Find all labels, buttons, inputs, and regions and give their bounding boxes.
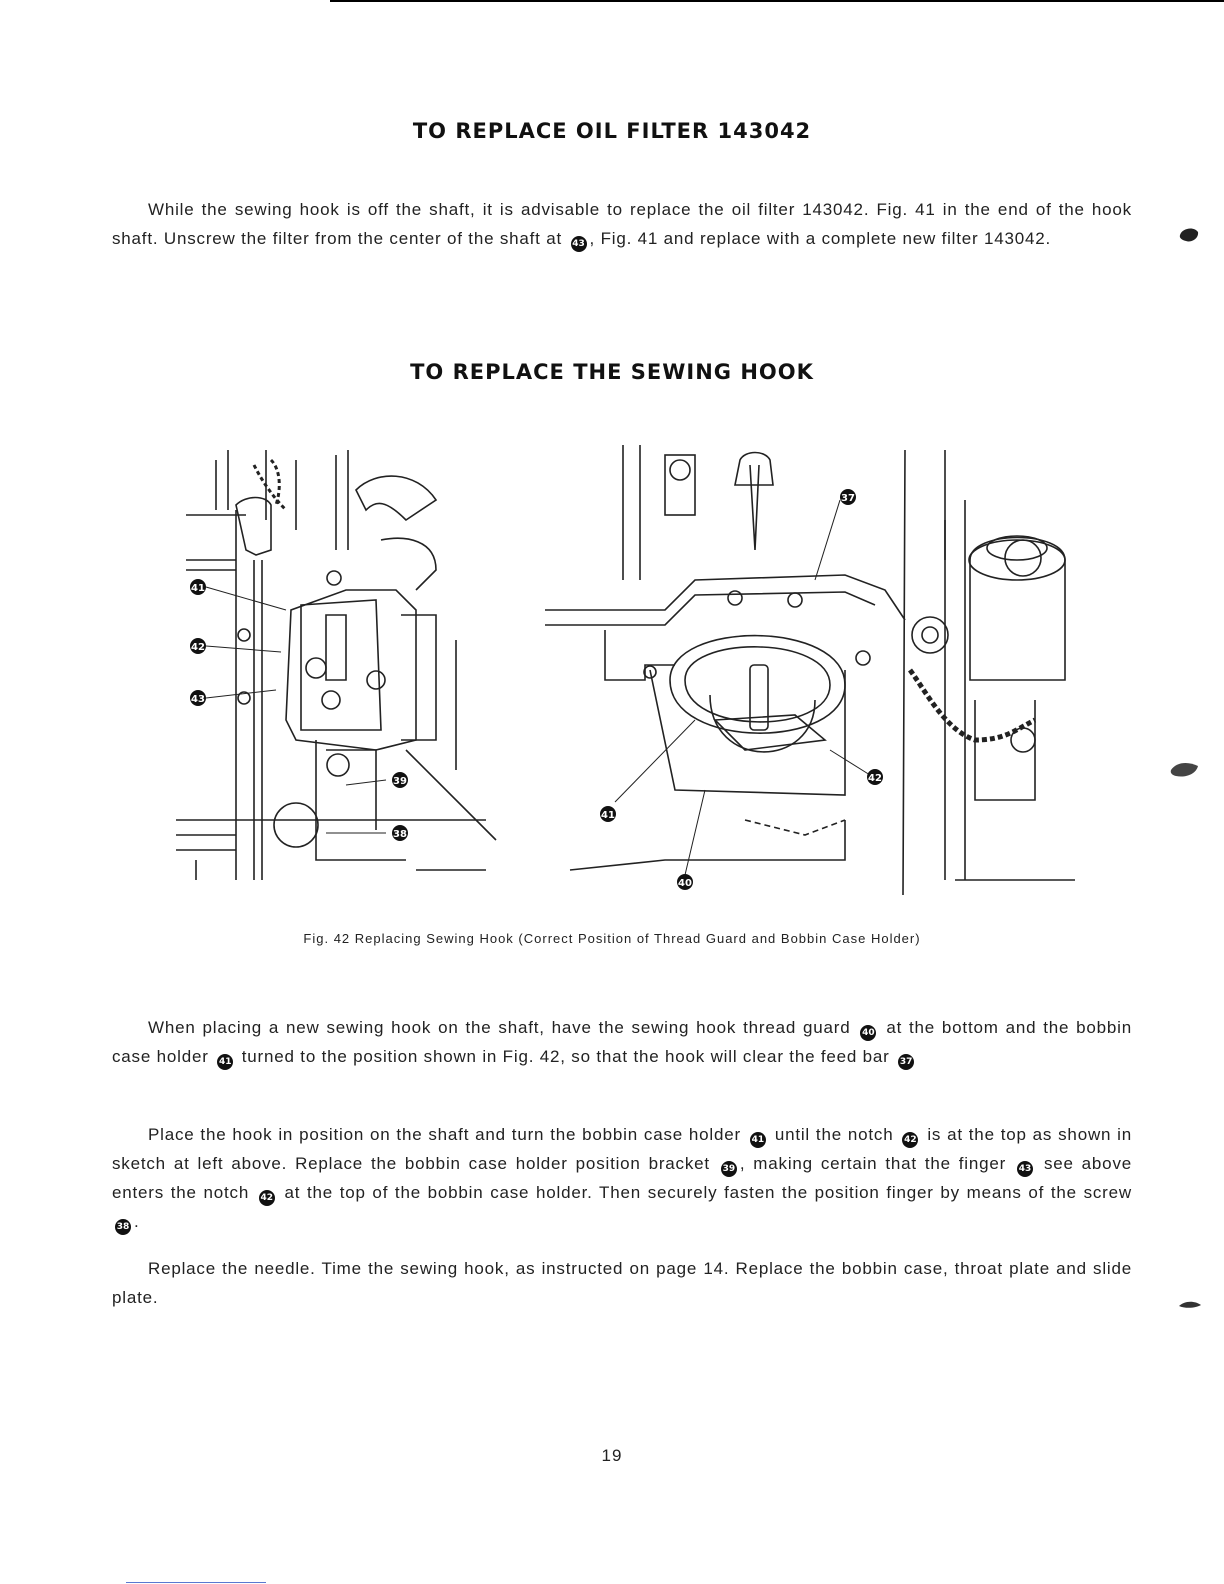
- heading-oil-filter: TO REPLACE OIL FILTER 143042: [412, 119, 812, 143]
- margin-blot-icon: [1178, 226, 1200, 244]
- callout-38: 38: [115, 1219, 131, 1235]
- callout-41: 41: [750, 1132, 766, 1148]
- p2-text-g: .: [134, 1212, 140, 1231]
- paragraph-position-hook: [112, 1120, 1132, 1236]
- fig-left-callout-42: 42: [191, 642, 205, 653]
- fig-left-callout-41: 41: [191, 583, 205, 594]
- callout-39: 39: [721, 1161, 737, 1177]
- paragraph-placing-hook: [112, 1013, 1132, 1071]
- callout-42: 42: [259, 1190, 275, 1206]
- callout-41: 41: [217, 1054, 233, 1070]
- p2-text-d: , making certain that the finger: [739, 1154, 1007, 1173]
- fig-right-callout-37: 37: [841, 493, 855, 504]
- callout-42: 42: [902, 1132, 918, 1148]
- margin-blot-icon: [1178, 1298, 1202, 1310]
- callout-40: 40: [860, 1025, 876, 1041]
- p3-text: Replace the needle. Time the sewing hook, as instructed on page 14. Replace the bobbin case, throat plate and slide plate.: [112, 1259, 1132, 1307]
- paragraph-oil-filter: [112, 195, 1132, 253]
- p2-text-e: see above enters the notch: [112, 1154, 1132, 1202]
- figure-caption: Fig. 42 Replacing Sewing Hook (Correct Position of Thread Guard and Bobbin Case Holder): [303, 931, 921, 946]
- top-rule: [330, 0, 1224, 2]
- fig-right-callout-41: 41: [601, 810, 615, 821]
- margin-blot-icon: [1168, 760, 1202, 780]
- figure-left-hook-detail: [176, 440, 506, 885]
- fig-left-callout-43: 43: [191, 694, 205, 705]
- bottom-rule: [126, 1582, 266, 1583]
- fig-left-callout-39: 39: [393, 776, 407, 787]
- fig-left-callout-38: 38: [393, 829, 407, 840]
- callout-37: 37: [898, 1054, 914, 1070]
- fig-right-callout-42: 42: [868, 773, 882, 784]
- callout-43: 43: [1017, 1161, 1033, 1177]
- p2-text-a: Place the hook in position on the shaft and turn the bobbin case holder: [148, 1125, 741, 1144]
- p2-text-b: until the notch: [774, 1125, 894, 1144]
- oil-filter-text-b: , Fig. 41 and replace with a complete new filter 143042.: [589, 229, 1052, 248]
- page-number: 19: [601, 1446, 623, 1465]
- p2-text-f: at the top of the bobbin case holder. Then securely fasten the position finger by means of the screw: [284, 1183, 1132, 1202]
- heading-sewing-hook: TO REPLACE THE SEWING HOOK: [410, 360, 814, 384]
- p1-text-a: When placing a new sewing hook on the shaft, have the sewing hook thread guard: [148, 1018, 851, 1037]
- p1-text-c: turned to the position shown in Fig. 42, so that the hook will clear the feed bar: [241, 1047, 890, 1066]
- callout-43: 43: [571, 236, 587, 252]
- oil-filter-text-a: While the sewing hook is off the shaft, it is advisable to replace the oil filter 143042. Fig. 41 in the end of the hook shaft. Unscrew the filter from the center of the shaft at: [112, 200, 1132, 248]
- p2-text-c: is at the top as shown in sketch at left above. Replace the bobbin case holder position bracket: [112, 1125, 1133, 1173]
- figure-right-hook-installed: [545, 440, 1075, 895]
- p1-text-b: at the bottom and the bobbin case holder: [112, 1018, 1133, 1066]
- paragraph-replace-needle: [112, 1254, 1132, 1312]
- fig-right-callout-40: 40: [678, 878, 692, 889]
